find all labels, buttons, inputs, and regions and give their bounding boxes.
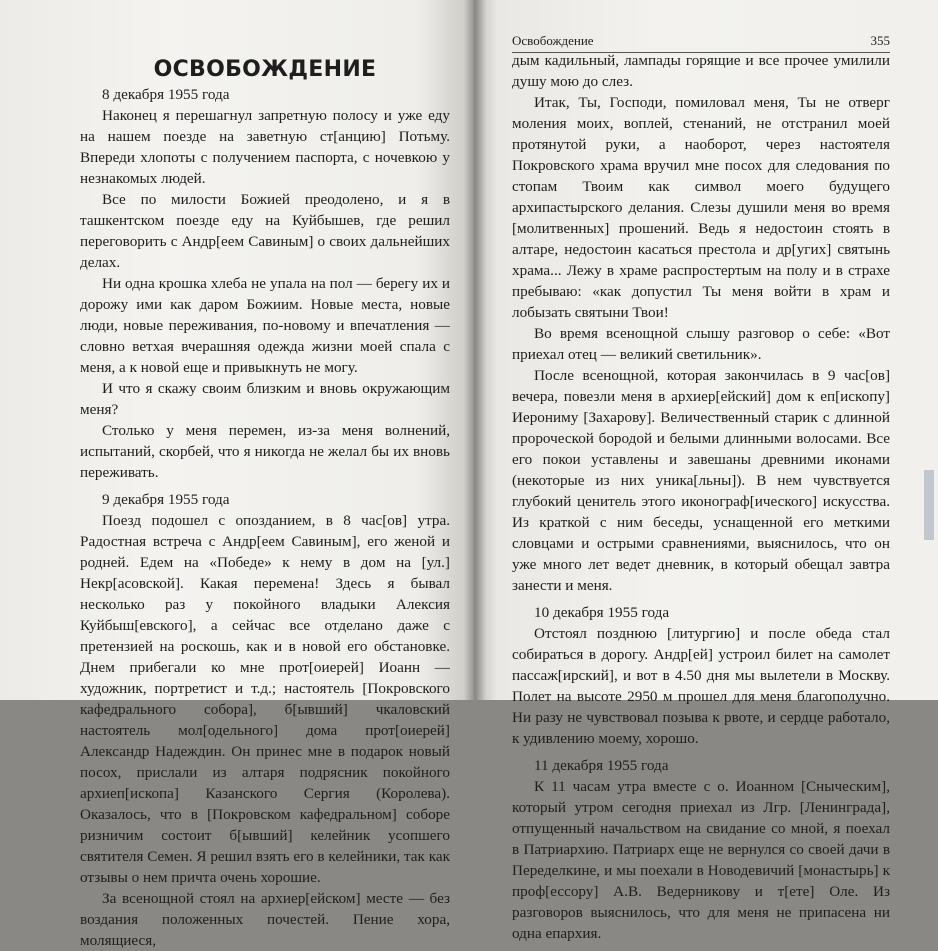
date-heading: 9 декабря 1955 года [102,491,230,508]
paragraph: К 11 часам утра вместе с о. Иоанном [Сныческим], который утром сегодня приехал из Лгр. [Ленинграда], отпущенный начальством на свидание со мной, я поехал в Патриархию. Патриарх еще не вернулся со своей дачи в Переделкине, и мы поехали в Новодевичий [монастырь] к проф[ессору] А.В. Ведерникову и т[ете] Оле. Из разговоров выяснилось, что для меня не припасена ни одна епархия. [512,778,890,942]
paragraph: Во время всенощной слышу разговор о себе: «Вот приехал отец — великий светильник». [512,325,890,363]
paragraph: Столько у меня перемен, из-за меня волнений, испытаний, скорбей, что я никогда не желал бы их вновь переживать. [80,422,450,481]
page-edge-shadow [924,470,934,540]
paragraph: дым кадильный, лампады горящие и все прочее умилили душу мою до слез. [512,52,890,90]
paragraph: Поезд подошел с опозданием, в 8 час[ов] утра. Радостная встреча с Андр[еем Савиным], его женой и родней. Едем на «Победе» к нему в дом на [ул.] Некр[асовской]. Какая перемена! Здесь я бывал несколько раз у покойного владыки Алексия Куйбыш[евского], а сейчас все отделано даже с претензией на роскошь, как и в новой его обстановке. Днем прибегали ко мне прот[оиерей] Иоанн — художник, портретист и т.д.; настоятель [Покровского кафедрального собора], б[ывший] чкаловский настоятель мол[одельного] дома прот[оиерей] Александр Надеждин. Он принес мне в подарок новый посох, прислали из алтаря подрясник покойного архиеп[ископа] Казанского Сергия (Королева). Оказалось, что в [Покровском кафедральном] соборе ризничим состоит б[ывший] келейник усопшего святителя Семен. Я решил взять его в келейники, так как отзывы о нем причта очень хорошие. [80,512,450,886]
right-page-text [512,50,890,944]
left-page-text [80,58,450,951]
right-page [474,0,938,942]
paragraph: За всенощной стоял на архиер[ейском] месте — без воздания положенных почестей. Пение хора, молящиеся, [80,890,450,949]
page-number: 355 [870,33,890,48]
chapter-title: ОСВОБОЖДЕНИЕ [153,57,377,82]
date-heading: 10 декабря 1955 года [534,604,670,621]
paragraph: Ни одна крошка хлеба не упала на пол — берегу их и дорожу ими как даром Божиим. Новые места, новые люди, новые переживания, по-новому и впечатления — словно ветхая вчерашняя одежда жизни моей спала с меня, а к новой еще и привыкнуть не могу. [80,275,450,376]
date-heading: 8 декабря 1955 года [102,86,230,103]
paragraph: Наконец я перешагнул запретную полосу и уже еду на нашем поезде на заветную ст[анцию] Потьму. Впереди хлопоты с получением паспорта, с ночевкою у незнакомых людей. [80,107,450,187]
running-head-title: Освобождение [512,33,594,48]
paragraph: После всенощной, которая закончилась в 9 час[ов] вечера, повезли меня в архиер[ейский] дом к еп[ископу] Иерониму [Захарову]. Величественный старик с длинной пророческой бородой и белыми длинными волосами. Все его покои уставлены и завешаны древними иконами (некоторые из них уника[льны]). В нем чувствуется глубокий ценитель этого иконограф[ического] искусства. Из краткой с ним беседы, уснащенной его меткими словцами и острыми сравнениями, выяснилось, что он уже много лет ведет дневник, в который обещал завтра занести и меня. [512,367,890,594]
paragraph: Отстоял позднюю [литургию] и после обеда стал собираться в дорогу. Андр[ей] устроил билет на самолет пассаж[ирский], и вот в 4.50 дня мы вылетели в Москву. Полет на высоте 2950 м прошел для меня благополучно. Ни разу не чувствовал позыва к рвоте, и сердце работало, к удивлению моему, хорошо. [512,625,890,747]
book-gutter-shadow [464,0,486,700]
paragraph: Итак, Ты, Господи, помиловал меня, Ты не отверг моления моих, воплей, стенаний, не отстранил моей протянутой руки, а наоборот, через настоятеля Покровского храма вручил мне посох для следования по стопам Твоим как символ моего будущего архипастырского делания. Слезы душили меня во время [молитвенных] прошений. Ведь я недостоин стоять в алтаре, недостоин касаться престола и др[угих] святынь храма... Лежу в храме распростертым на полу и в страхе пребываю: «как допустил Ты меня войти в храм и лобызать святыни Твои! [512,94,890,321]
paragraph: И что я скажу своим близким и вновь окружающим меня? [80,380,450,418]
date-heading: 11 декабря 1955 года [534,757,669,774]
paragraph: Все по милости Божией преодолено, и я в ташкентском поезде еду на Куйбышев, где решил переговорить с Андр[еем Савиным] о своих дальнейших делах. [80,191,450,271]
